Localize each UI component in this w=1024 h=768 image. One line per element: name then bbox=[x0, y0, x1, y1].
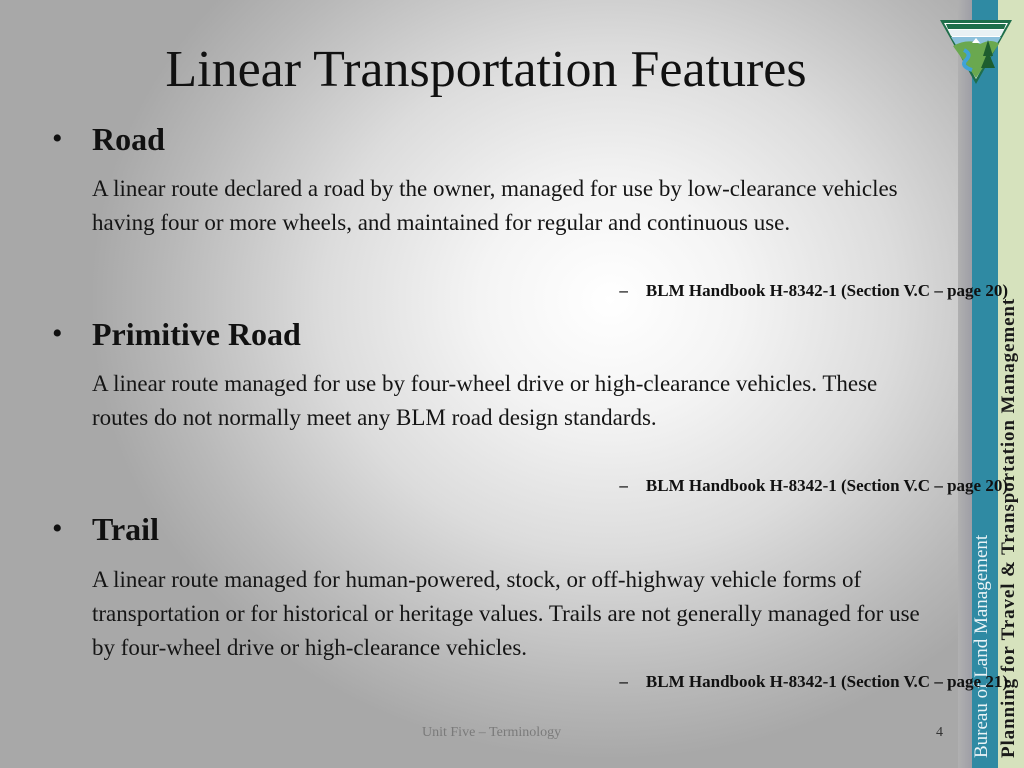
bullet-icon: • bbox=[52, 317, 63, 350]
slide-title: Linear Transportation Features bbox=[165, 41, 807, 98]
citation-text: BLM Handbook H-8342-1 (Section V.C – page 21) bbox=[645, 672, 1008, 691]
citation-text: BLM Handbook H-8342-1 (Section V.C – page 20) bbox=[645, 281, 1008, 300]
citation-dash: – bbox=[619, 476, 628, 495]
term-heading: Trail bbox=[92, 511, 159, 547]
sidebar-gray-band bbox=[958, 0, 972, 768]
sidebar-agency-label-container bbox=[972, 0, 998, 768]
sidebar-agency-label: Bureau of Land Management bbox=[971, 534, 992, 758]
term-definition: A linear route declared a road by the owner, managed for use by low-clearance vehicles having four or more wheels, and maintained for regular and continuous use. bbox=[92, 176, 898, 235]
citation-dash: – bbox=[619, 281, 628, 300]
term-heading: Primitive Road bbox=[92, 316, 301, 352]
citation-text: BLM Handbook H-8342-1 (Section V.C – page 20) bbox=[645, 476, 1008, 495]
term-heading: Road bbox=[92, 121, 165, 157]
term-definition: A linear route managed for use by four-wheel drive or high-clearance vehicles. These routes do not normally meet any BLM road design standards. bbox=[92, 371, 878, 430]
bullet-icon: • bbox=[52, 512, 63, 545]
sidebar-program-label: Planning for Travel & Transportation Management bbox=[998, 297, 1019, 758]
term-definition: A linear route managed for human-powered, stock, or off-highway vehicle forms of transportation or for historical or heritage values. Trails are not generally managed for use by four-wheel drive or high-clearance vehicles. bbox=[92, 567, 920, 660]
bullet-icon: • bbox=[52, 122, 63, 155]
slide-footer: Unit Five – Terminology bbox=[422, 725, 562, 740]
term-citation bbox=[619, 281, 1008, 301]
term-citation bbox=[619, 476, 1008, 496]
term-citation bbox=[619, 672, 1008, 692]
citation-dash: – bbox=[619, 672, 628, 691]
page-number: 4 bbox=[936, 725, 943, 740]
sidebar-program-label-container bbox=[998, 0, 1024, 768]
